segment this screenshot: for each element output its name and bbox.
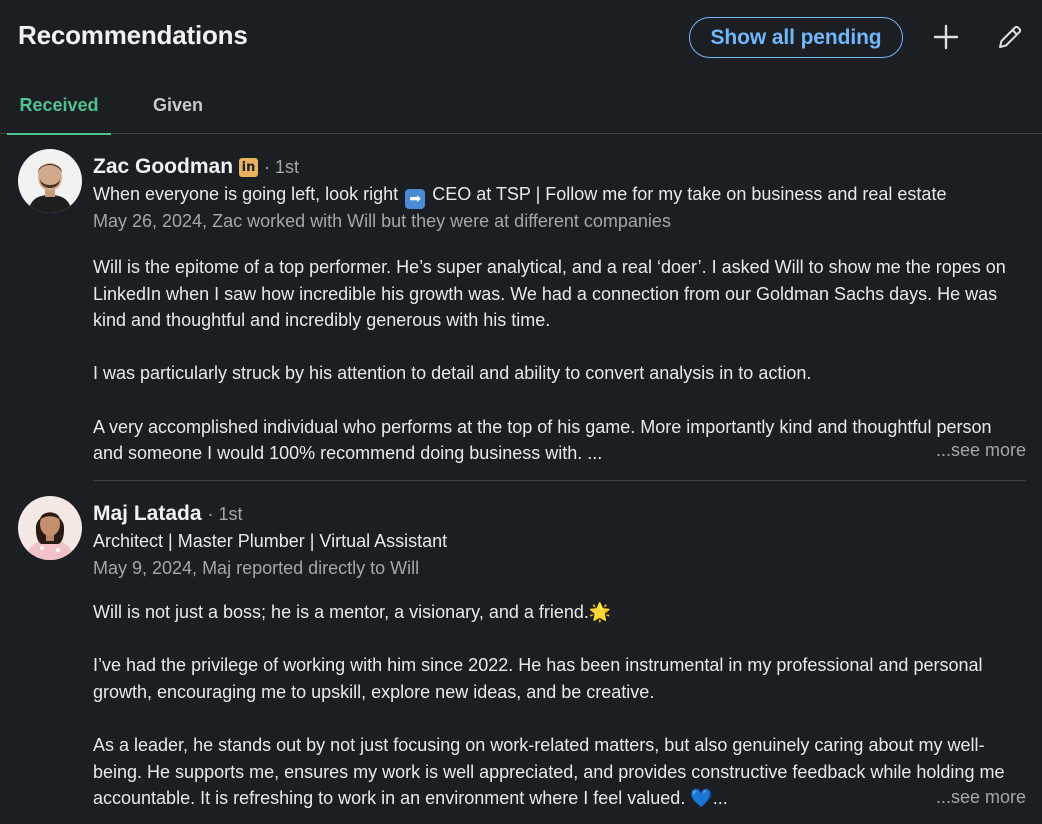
profile-photo-icon [18,149,82,213]
see-more-link[interactable]: ...see more [935,787,1026,807]
recommendation-date-relationship: May 26, 2024, Zac worked with Will but they were at different companies [93,211,671,231]
recommendation-text: Will is the epitome of a top performer. He’s super analytical, and a real ‘doer’. I asked Will to show me the ropes on LinkedIn when I saw how incredible his growth was. We had a connection from our Goldman Sachs days. He was kind and thoughtful and incredibly generous with his time. I was particularly struck by his attention to detail and ability to convert analysis in to action. A very accomplished individual who performs at the top of his game. More importantly kind and thoughtful person and someone I would 100% recommend doing business with. ... [93,257,1006,464]
pencil-icon [996,23,1024,51]
connection-degree: · 1st [207,503,243,524]
tab-given[interactable]: Given [152,94,204,115]
linkedin-premium-icon: in [239,158,258,177]
recommendation-item [0,134,1042,481]
avatar[interactable] [18,496,82,560]
recommender-name[interactable]: Zac Goodman [93,155,234,178]
right-arrow-icon: ➡ [405,189,425,209]
blue-heart-icon: 💙 [690,788,713,809]
recommender-name[interactable]: Maj Latada [93,502,202,525]
recommender-headline: When everyone is going left, look right ➡ CEO at TSP | Follow me for my take on business and real estate [93,184,946,209]
section-header [0,0,1042,76]
see-more-link[interactable]: ...see more [935,440,1026,460]
recommender-headline: Architect | Master Plumber | Virtual Assistant [93,531,448,551]
recommendation-text: Will is not just a boss; he is a mentor, a visionary, and a friend.🌟 I’ve had the privilege of working with him since 2022. He has been instrumental in my professional and personal growth, encouraging me to upskill, explore new ideas, and be creative. As a leader, he stands out by not just focusing on work-related matters, but also genuinely caring about my well-being. He supports me, ensures my work is well appreciated, and provides constructive feedback while holding me accountable. It is refreshing to work in an environment where I feel valued. 💙... [93,602,1005,809]
connection-degree: · 1st [264,156,300,177]
section-title: Recommendations [18,20,248,50]
recommendation-tabs [0,76,1042,134]
tab-received[interactable]: Received [7,76,111,134]
show-all-pending-button[interactable]: Show all pending [689,17,903,58]
edit-recommendations-button[interactable] [995,22,1025,52]
recommendation-date-relationship: May 9, 2024, Maj reported directly to Will [93,558,420,578]
profile-photo-icon [18,496,82,560]
plus-icon [933,24,959,50]
recommendation-item [0,481,1042,824]
avatar[interactable] [18,149,82,213]
add-recommendation-button[interactable] [931,22,961,52]
